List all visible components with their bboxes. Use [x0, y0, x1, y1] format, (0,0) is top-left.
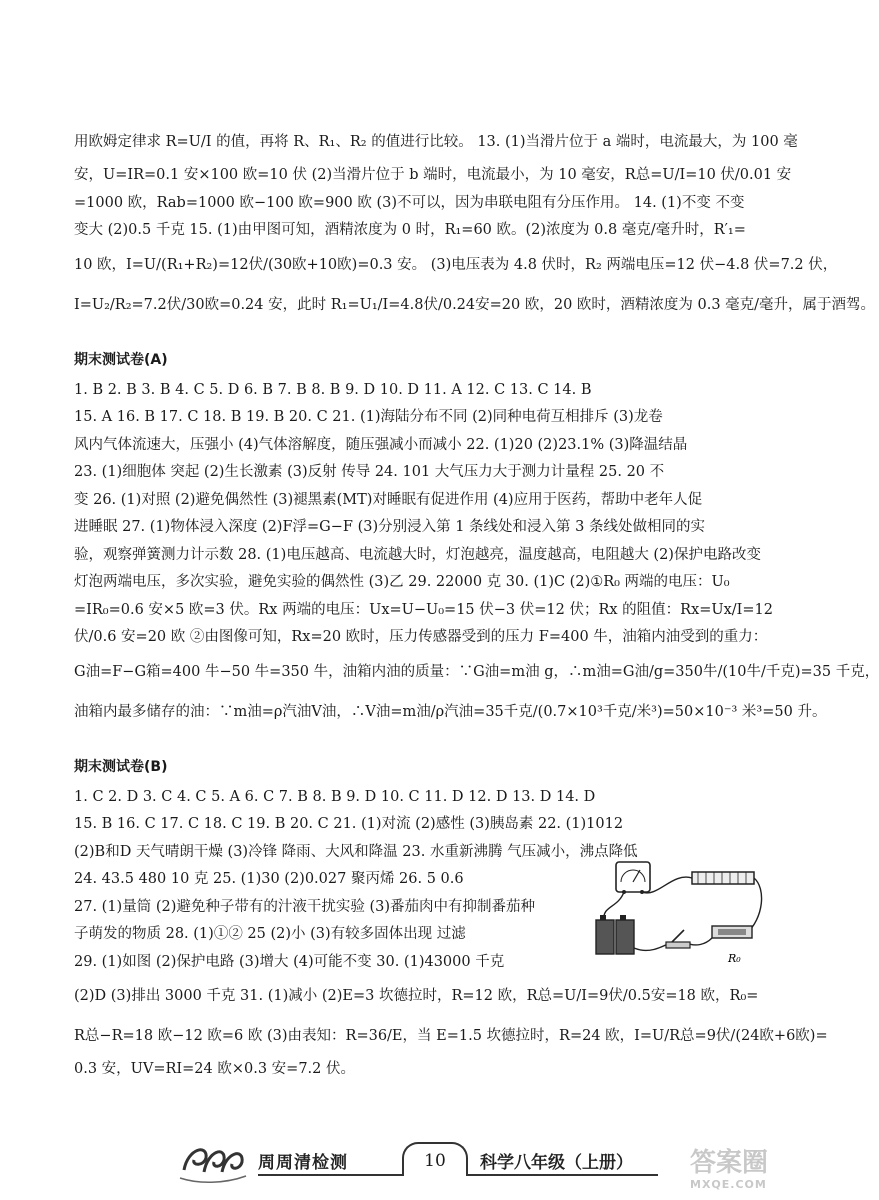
text-line: 1. C 2. D 3. C 4. C 5. A 6. C 7. B 8. B 9. D 10. C 11. D 12. D 13. D 14. D: [74, 788, 596, 805]
text-line: 29. (1)如图 (2)保护电路 (3)增大 (4)可能不变 30. (1)43000 千克: [74, 953, 505, 970]
text-line: 1. B 2. B 3. B 4. C 5. D 6. B 7. B 8. B 9. D 10. D 11. A 12. C 13. C 14. B: [74, 381, 592, 398]
battery-icon: [596, 915, 634, 954]
text-line: 变 26. (1)对照 (2)避免偶然性 (3)褪黑素(MT)对睡眠有促进作用 (4)应用于医药，帮助中老年人促: [74, 491, 703, 508]
rheostat-icon: [692, 872, 754, 884]
watermark: [690, 1148, 768, 1192]
text-line: (2)D (3)排出 3000 千克 31. (1)减小 (2)E=3 坎德拉时，R=12 欧，R总=U/I=9伏/0.5安=18 欧，R₀=: [74, 988, 759, 1004]
resistor-icon: [712, 926, 752, 938]
series-title: 周周清检测: [258, 1153, 348, 1173]
section-exam-a: [74, 347, 879, 732]
text-line: 风内气体流速大，压强小 (4)气体溶解度，随压强减小而减小 22. (1)20 (2)23.1% (3)降温结晶: [74, 436, 688, 453]
text-line: 进睡眠 27. (1)物体浸入深度 (2)F浮=G−F (3)分别浸入第 1 条线处和浸入第 3 条线处做相同的实: [74, 519, 706, 535]
circuit-figure: [588, 858, 770, 970]
text-line: 安，U=IR=0.1 安×100 欧=10 伏 (2)当滑片位于 b 端时，电流最小，为 10 毫安，R总=U/I=10 伏/0.01 安: [74, 167, 792, 183]
watermark-text: 答案圈: [690, 1148, 769, 1178]
text-line: 15. A 16. B 17. C 18. B 19. B 20. C 21. (1)海陆分布不同 (2)同种电荷互相排斥 (3)龙卷: [74, 409, 663, 425]
voltmeter-icon: [616, 862, 650, 894]
text-line: I=U₂/R₂=7.2伏/30欧=0.24 安，此时 R₁=U₁/I=4.8伏/0.24安=20 欧，20 欧时，酒精浓度为 0.3 毫克/毫升，属于酒驾。: [74, 296, 876, 313]
text-line: =IR₀=0.6 安×5 欧=3 伏。Rx 两端的电压：Ux=U−U₀=15 伏−3 伏=12 伏；Rx 的阻值：Rx=Ux/I=12: [74, 601, 774, 618]
text-line: 27. (1)量筒 (2)避免种子带有的汁液干扰实验 (3)番茄肉中有抑制番茄种: [74, 898, 536, 915]
text-line: G油=F−G箱=400 牛−50 牛=350 牛，油箱内油的质量：∵G油=m油 g，∴m油=G油/g=350牛/(10牛/千克)=35 千克，: [74, 663, 879, 680]
text-line: 伏/0.6 安=20 欧 ②由图像可知，Rx=20 欧时，压力传感器受到的压力 F=400 牛，油箱内油受到的重力：: [74, 629, 768, 645]
text-line: 验，观察弹簧测力计示数 28. (1)电压越高、电流越大时，灯泡越亮，温度越高，电阻越大 (2)保护电路改变: [74, 546, 761, 563]
page-footer: [170, 1140, 670, 1184]
text-line: 子萌发的物质 28. (1)①② 25 (2)小 (3)有较多固体出现 过滤: [74, 926, 466, 942]
text-line: 0.3 安，UV=RI=24 欧×0.3 安=7.2 伏。: [74, 1061, 356, 1077]
text-line: 灯泡两端电压，多次实验，避免实验的偶然性 (3)乙 29. 22000 克 30. (1)C (2)①R₀ 两端的电压：U₀: [74, 574, 730, 590]
subject-label: 科学八年级（上册）: [480, 1153, 633, 1173]
text-line: 变大 (2)0.5 千克 15. (1)由甲图可知，酒精浓度为 0 时，R₁=60 欧。(2)浓度为 0.8 毫克/毫升时，R′₁=: [74, 222, 746, 238]
brand-logo-icon: [178, 1140, 248, 1184]
text-line: =1000 欧，Rab=1000 欧−100 欧=900 欧 (3)不可以，因为串联电阻有分压作用。 14. (1)不变 不变: [74, 194, 745, 211]
section-title: 期末测试卷(B): [74, 758, 168, 775]
text-line: 23. (1)细胞体 突起 (2)生长激素 (3)反射 传导 24. 101 大气压力大于测力计量程 25. 20 不: [74, 464, 665, 480]
resistor-label: R₀: [728, 952, 741, 965]
text-line: 油箱内最多储存的油：∵m油=ρ汽油V油，∴V油=m油/ρ汽油=35千克/(0.7×10³千克/米³)=50×10⁻³ 米³=50 升。: [74, 703, 827, 720]
section-title: 期末测试卷(A): [74, 351, 168, 368]
text-line: R总−R=18 欧−12 欧=6 欧 (3)由表知：R=36/E，当 E=1.5 坎德拉时，R=24 欧，I=U/R总=9伏/(24欧+6欧)=: [74, 1028, 828, 1044]
text-line: 15. B 16. C 17. C 18. C 19. B 20. C 21. (1)对流 (2)感性 (3)胰岛素 22. (1)1012: [74, 816, 624, 832]
intro-paragraph: [74, 122, 876, 325]
text-line: (2)B和D 天气晴朗干燥 (3)冷锋 降雨、大风和降温 23. 水重新沸腾 气压减小，沸点降低: [74, 843, 638, 860]
text-line: 24. 43.5 480 10 克 25. (1)30 (2)0.027 聚丙烯 26. 5 0.6: [74, 871, 464, 887]
switch-icon: [666, 930, 690, 948]
page-number: 10: [402, 1142, 468, 1176]
watermark-url: MXQE.COM: [690, 1178, 767, 1191]
text-line: 用欧姆定律求 R=U/I 的值，再将 R、R₁、R₂ 的值进行比较。 13. (1)当滑片位于 a 端时，电流最大，为 100 毫: [74, 134, 798, 150]
text-line: 10 欧，I=U/(R₁+R₂)=12伏/(30欧+10欧)=0.3 安。 (3)电压表为 4.8 伏时，R₂ 两端电压=12 伏−4.8 伏=7.2 伏，: [74, 256, 838, 273]
